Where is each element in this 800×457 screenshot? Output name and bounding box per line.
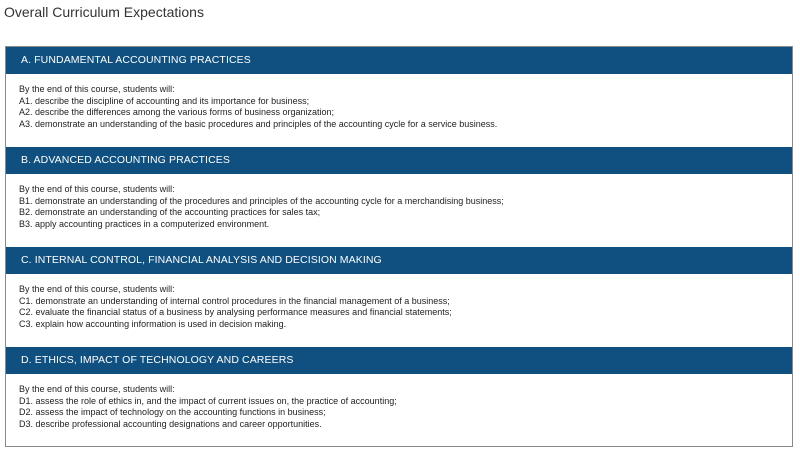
strand-intro: By the end of this course, students will: bbox=[19, 84, 175, 94]
page-title: Overall Curriculum Expectations bbox=[4, 4, 204, 20]
expectation-item: C3. explain how accounting information is used in decision making. bbox=[19, 318, 287, 329]
expectation-item: A2. describe the differences among the various forms of business organization; bbox=[19, 107, 335, 118]
expectation-item: D3. describe professional accounting designations and career opportunities. bbox=[19, 418, 322, 429]
strand-header-d: D. ETHICS, IMPACT OF TECHNOLOGY AND CAREERS bbox=[6, 347, 792, 374]
strand-body-d bbox=[6, 374, 792, 447]
expectation-item: C2. evaluate the financial status of a business by analysing performance measures and financial statements; bbox=[19, 307, 452, 318]
expectation-item: B3. apply accounting practices in a computerized environment. bbox=[19, 218, 270, 229]
expectation-item: D1. assess the role of ethics in, and the impact of current issues on, the practice of accounting; bbox=[19, 395, 397, 406]
strand-body-c bbox=[6, 274, 792, 347]
expectation-item: A1. describe the discipline of accounting and its importance for business; bbox=[19, 95, 310, 106]
expectations-table bbox=[5, 46, 793, 447]
expectation-item: C1. demonstrate an understanding of internal control procedures in the financial management of a business; bbox=[19, 295, 450, 306]
strand-body-b bbox=[6, 174, 792, 247]
strand-intro: By the end of this course, students will: bbox=[19, 384, 175, 394]
strand-intro: By the end of this course, students will: bbox=[19, 284, 175, 294]
expectation-item: B2. demonstrate an understanding of the accounting practices for sales tax; bbox=[19, 207, 321, 218]
expectation-item: A3. demonstrate an understanding of the basic procedures and principles of the accounting cycle for a service business. bbox=[19, 118, 498, 129]
expectation-item: D2. assess the impact of technology on the accounting functions in business; bbox=[19, 407, 326, 418]
strand-header-c: C. INTERNAL CONTROL, FINANCIAL ANALYSIS AND DECISION MAKING bbox=[6, 247, 792, 274]
strand-header-b: B. ADVANCED ACCOUNTING PRACTICES bbox=[6, 147, 792, 174]
strand-intro: By the end of this course, students will: bbox=[19, 184, 175, 194]
strand-header-a: A. FUNDAMENTAL ACCOUNTING PRACTICES bbox=[6, 47, 792, 74]
expectation-item: B1. demonstrate an understanding of the procedures and principles of the accounting cycle for a merchandising business; bbox=[19, 195, 504, 206]
strand-body-a bbox=[6, 74, 792, 147]
